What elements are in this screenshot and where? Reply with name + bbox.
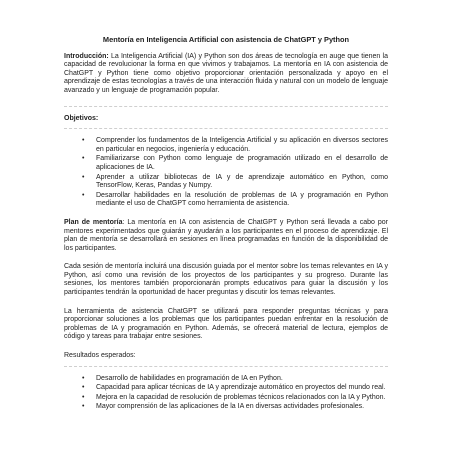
intro-paragraph [64, 53, 388, 96]
objectives-heading: Objetivos: [64, 114, 99, 122]
result-text: Mejora en la capacidad de resolución de problemas técnicos relacionados con la IA y Python. [96, 393, 386, 401]
list-item [82, 155, 388, 172]
tool-paragraph: La herramienta de asistencia ChatGPT se utilizará para responder preguntas técnicas y para proporcionar soluciones a los problemas que los participantes puedan enfrentar en la resolución de problemas de IA y programación en Python. Además, se ofrecerá material de lectura, ejemplos de código y tareas para trabajar entre sesiones. [64, 307, 388, 341]
objective-text: Familiarizarse con Python como lenguaje de programación utilizado en el desarrollo de aplicaciones de IA. [96, 155, 388, 171]
list-item [82, 374, 388, 384]
list-item [82, 384, 388, 393]
list-item [82, 403, 388, 412]
bullet-icon: • [82, 374, 85, 382]
document-title: Mentoría en Inteligencia Artificial con asistencia de ChatGPT y Python [102, 35, 350, 44]
bullet-icon: • [82, 403, 85, 411]
bullet-icon: • [82, 173, 85, 181]
list-item [82, 173, 388, 191]
bullet-icon: • [82, 155, 85, 163]
list-item [82, 137, 388, 154]
result-text: Desarrollo de habilidades en programación de IA en Python. [96, 374, 283, 382]
plan-paragraph [64, 219, 388, 253]
section-divider [64, 366, 388, 367]
bullet-icon: • [82, 393, 85, 401]
bullet-icon: • [82, 191, 85, 199]
objective-text: Comprender los fundamentos de la Inteligencia Artificial y su aplicación en diversos sectores en particular en negocios, ingeniería y educación. [96, 137, 388, 153]
objectives-list [64, 137, 388, 209]
results-list [64, 375, 388, 412]
result-text: Mayor comprensión de las aplicaciones de la IA en diversas actividades profesionales. [96, 403, 365, 411]
list-item [82, 393, 388, 403]
plan-label: Plan de mentoría [64, 218, 123, 226]
section-divider [64, 106, 388, 107]
session-paragraph: Cada sesión de mentoría incluirá una discusión guiada por el mentor sobre los temas relevantes en IA y Python, así como una revisión de los proyectos de los participantes y su progreso. Durante las sesiones, los mentores también proporcionarán prompts educativos para guiar la discusión y los participantes tendrán la oportunidad de hacer preguntas y discutir los temas relevantes. [64, 263, 388, 297]
plan-text: : La mentoría en IA con asistencia de ChatGPT y Python será llevada a cabo por mentores experimentados que guiarán y ayudarán a los participantes en el proceso de aprendizaje. El plan de mentoría se desarrollará en sesiones en línea programadas en función de la disponibilidad de los participantes. [64, 218, 388, 252]
result-text: Capacidad para aplicar técnicas de IA y aprendizaje automático en proyectos del mundo real. [96, 384, 386, 392]
intro-label: Introducción: [64, 52, 109, 60]
bullet-icon: • [82, 137, 85, 145]
section-divider [64, 128, 388, 129]
objective-text: Desarrollar habilidades en la resolución de problemas de IA y programación en Python mediante el uso de ChatGPT como herramienta de asistencia. [96, 191, 388, 208]
intro-text: La Inteligencia Artificial (IA) y Python son dos áreas de tecnología en auge que tienen la capacidad de revolucionar la forma en que vivimos y trabajamos. La mentoría en IA con asistencia de ChatGPT y Python tiene como objetivo proporcionar orientación personalizada y apoyo en el aprendizaje de estas tecnologías a través de una interacción fluida y natural con un modelo de lenguaje avanzado y un lenguaje de programación popular. [64, 52, 388, 94]
list-item [82, 191, 388, 209]
results-heading: Resultados esperados: [64, 352, 136, 360]
bullet-icon: • [82, 384, 85, 392]
objective-text: Aprender a utilizar bibliotecas de IA y de aprendizaje automático en Python, como TensorFlow, Keras, Pandas y Numpy. [96, 173, 388, 190]
